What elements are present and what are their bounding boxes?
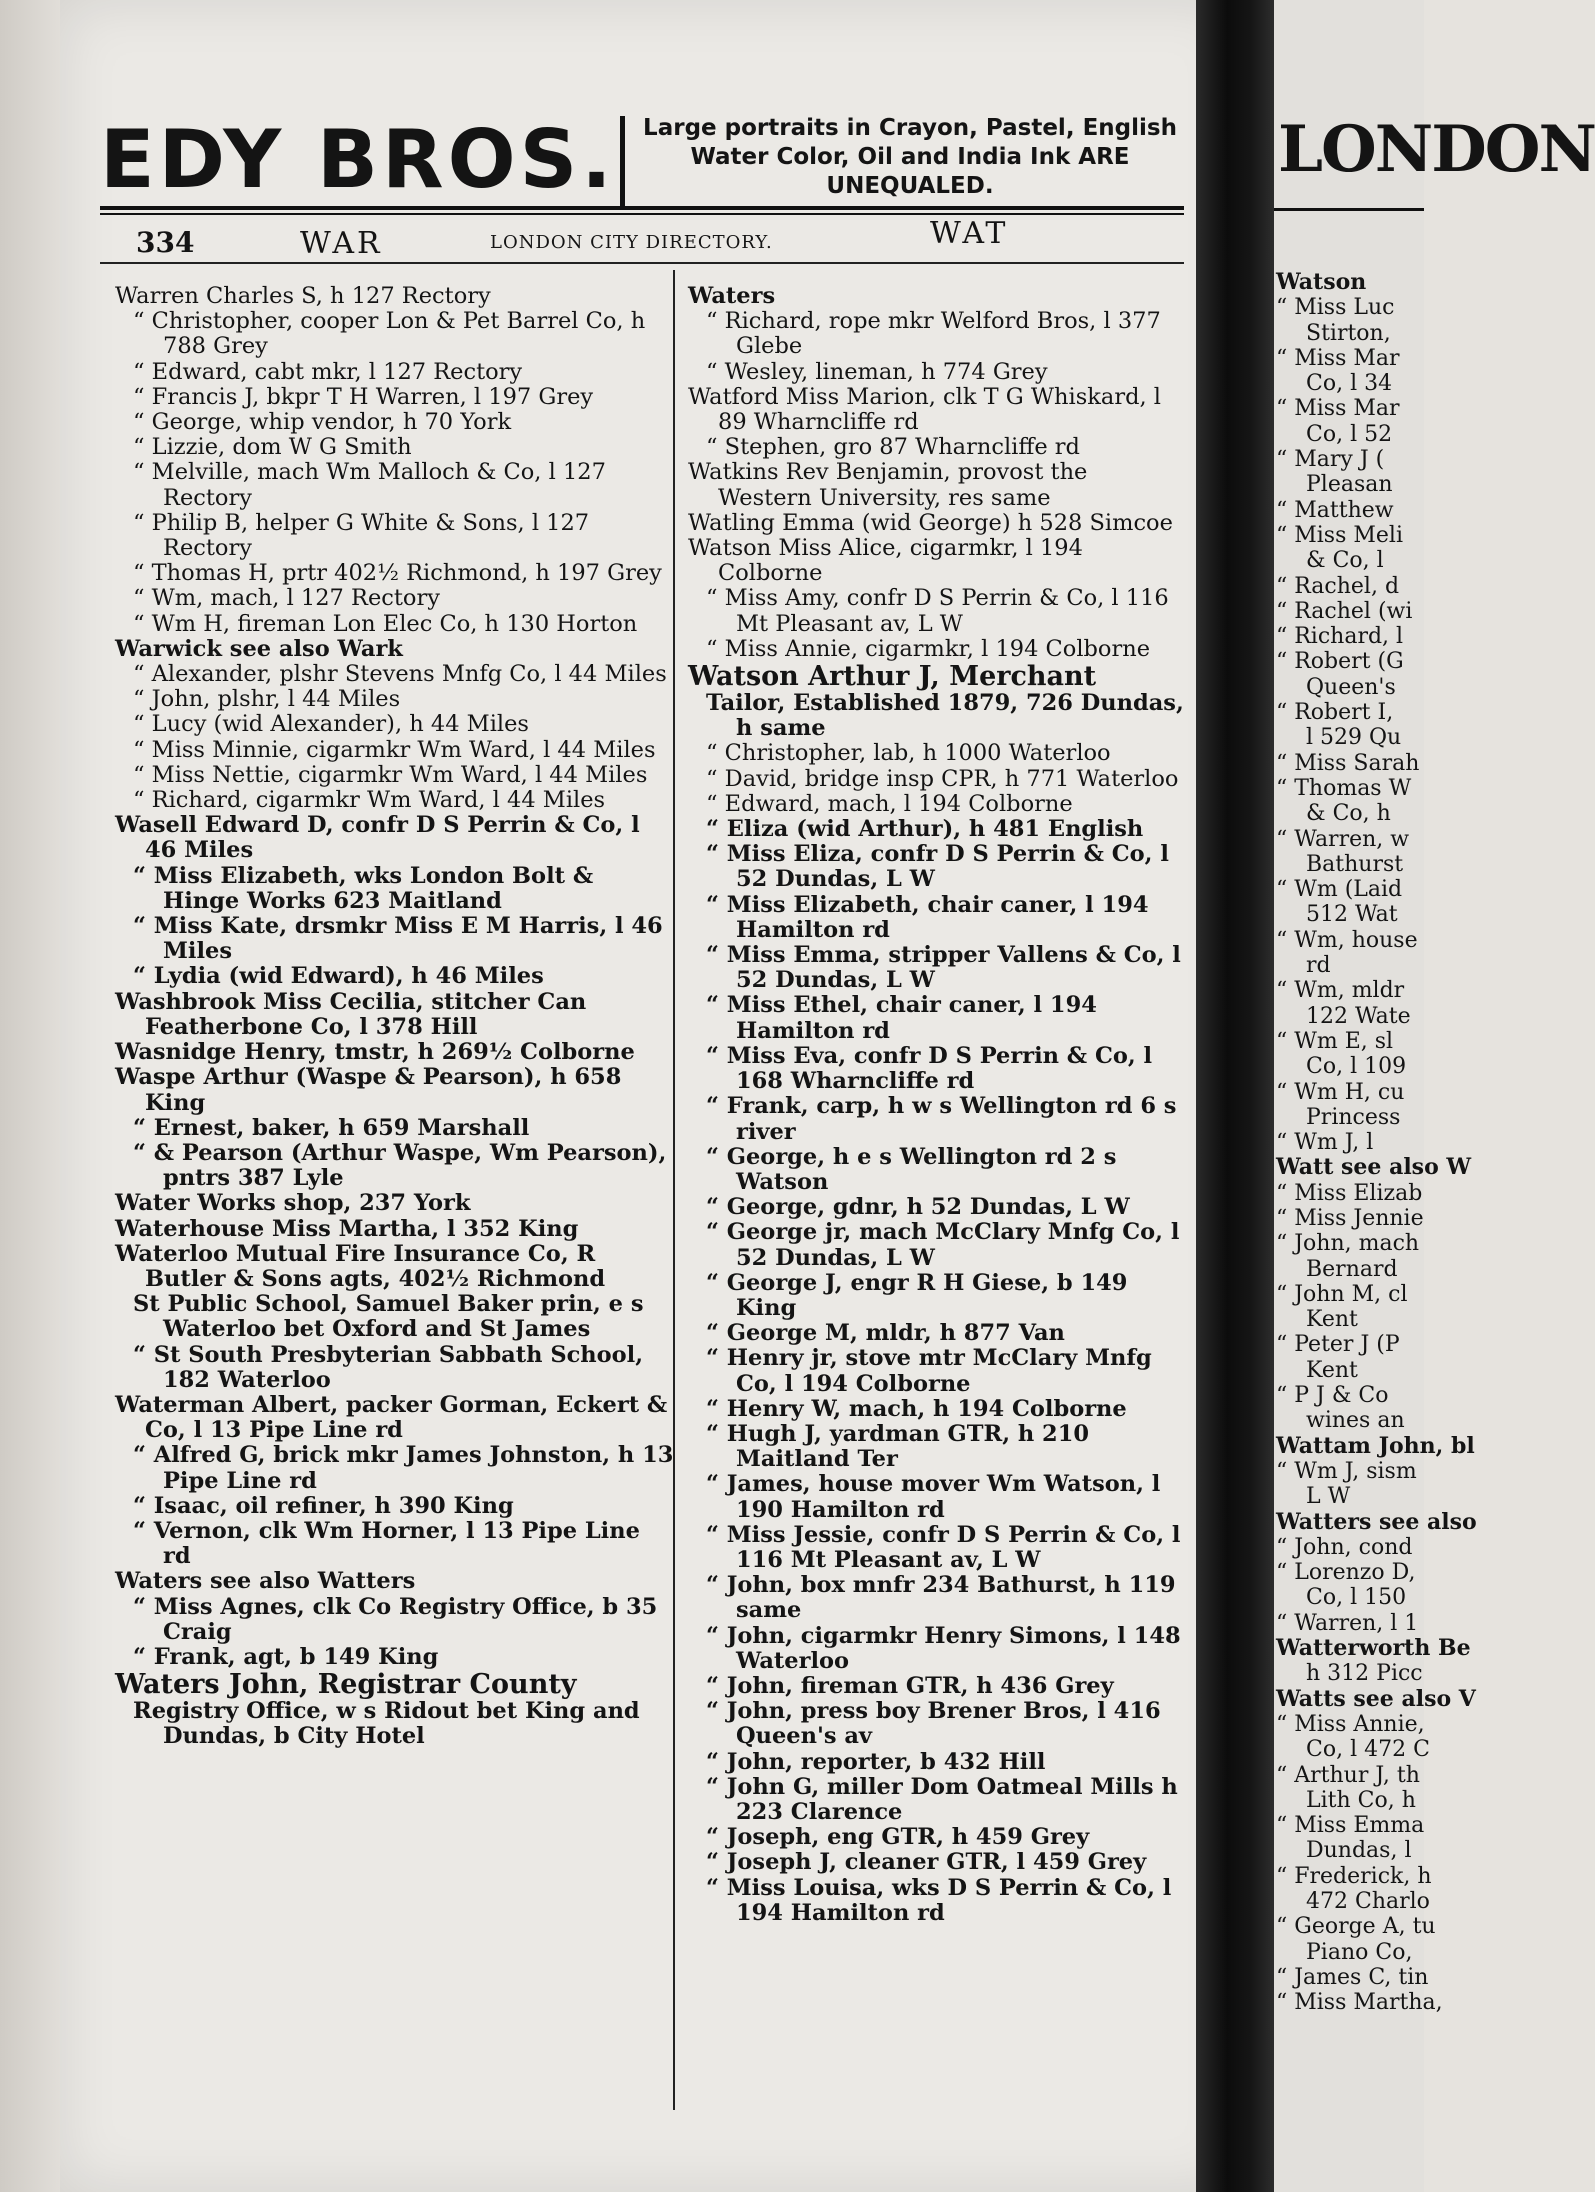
directory-entry: “ Miss Eva, confr D S Perrin & Co, l 168 Wharncliffe rd — [706, 1042, 1153, 1095]
directory-entry: “ Miss Minnie, cigarmkr Wm Ward, l 44 Miles — [133, 736, 656, 763]
directory-entry: “ Wm, mach, l 127 Rectory — [133, 585, 440, 612]
adjacent-entry: “ Thomas W — [1276, 775, 1412, 801]
adjacent-entry: Co, l 150 — [1306, 1585, 1407, 1611]
guide-word-left: WAR — [300, 226, 383, 261]
directory-entry: Warren Charles S, h 127 Rectory — [115, 283, 491, 309]
adjacent-entry: “ Warren, w — [1276, 826, 1410, 852]
right-column — [688, 284, 1188, 1926]
adjacent-entry: “ Miss Mar — [1276, 345, 1400, 371]
book-gutter — [1196, 0, 1274, 2192]
adjacent-entry: h 312 Picc — [1306, 1661, 1423, 1687]
directory-entry: “ Frank, carp, h w s Wellington rd 6 s river — [706, 1093, 1177, 1145]
adjacent-entry: “ Miss Elizab — [1276, 1180, 1423, 1206]
adjacent-entry: “ Wm J, l — [1276, 1130, 1374, 1156]
directory-entry: “ Richard, rope mkr Welford Bros, l 377 Glebe — [706, 308, 1161, 360]
directory-entry: “ Hugh J, yardman GTR, h 210 Maitland Ter — [706, 1420, 1090, 1473]
adjacent-entry: Lith Co, h — [1306, 1787, 1416, 1813]
adjacent-entry: “ Lorenzo D, — [1276, 1560, 1416, 1586]
adjacent-entry: “ Miss Martha, — [1276, 1990, 1443, 2016]
adjacent-entry: wines an — [1306, 1408, 1405, 1434]
adjacent-entry: L W — [1306, 1484, 1351, 1510]
directory-entry: “ Miss Kate, drsmkr Miss E M Harris, l 46 Miles — [133, 913, 663, 965]
adjacent-entry: “ John, mach — [1276, 1231, 1420, 1257]
directory-entry: “ Miss Annie, cigarmkr, l 194 Colborne — [706, 635, 1151, 662]
directory-entry: “ St South Presbyterian Sabbath School, 182 Waterloo — [133, 1341, 644, 1393]
adjacent-entry: “ John M, cl — [1276, 1281, 1408, 1307]
directory-entry: “ George, whip vendor, h 70 York — [133, 409, 512, 436]
adjacent-entry: Bernard — [1306, 1256, 1398, 1282]
adjacent-entry: “ Wm J, sism — [1276, 1458, 1417, 1484]
directory-entry: “ Melville, mach Wm Malloch & Co, l 127 Rectory — [133, 459, 606, 511]
directory-entry: “ John, reporter, b 432 Hill — [706, 1748, 1046, 1775]
directory-entry: “ John, box mnfr 234 Bathurst, h 119 same — [706, 1572, 1176, 1624]
adjacent-entry: “ Frederick, h — [1276, 1863, 1432, 1889]
adjacent-entry: “ James C, tin — [1276, 1964, 1429, 1990]
running-title: LONDON CITY DIRECTORY. — [490, 232, 773, 253]
directory-entry: “ Thomas H, prtr 402½ Richmond, h 197 Grey — [133, 560, 662, 587]
adjacent-entry: “ Miss Luc — [1276, 295, 1395, 321]
directory-entry: Wasell Edward D, confr D S Perrin & Co, l 46 Miles — [115, 812, 640, 864]
adjacent-entry: Co, l 472 C — [1306, 1737, 1430, 1763]
directory-entry: “ Miss Amy, confr D S Perrin & Co, l 116 Mt Pleasant av, L W — [706, 585, 1169, 637]
adjacent-entry: “ Arthur J, th — [1276, 1762, 1420, 1788]
adjacent-page-title: LONDON — [1278, 112, 1595, 187]
directory-entry: “ Philip B, helper G White & Sons, l 127 Rectory — [133, 509, 590, 562]
directory-entry: Wasnidge Henry, tmstr, h 269½ Colborne — [115, 1039, 635, 1066]
adjacent-entry: Stirton, — [1306, 320, 1391, 346]
directory-entry: “ George jr, mach McClary Mnfg Co, l 52 Dundas, L W — [706, 1219, 1180, 1271]
adjacent-entry: Co, l 34 — [1306, 371, 1393, 397]
adjacent-page — [1274, 0, 1595, 2192]
directory-entry: “ Edward, mach, l 194 Colborne — [706, 790, 1073, 817]
directory-entry: “ Alfred G, brick mkr James Johnston, h 13 Pipe Line rd — [133, 1442, 674, 1494]
adjacent-entry: “ Miss Meli — [1276, 522, 1403, 548]
adjacent-entry: Dundas, l — [1306, 1838, 1412, 1864]
adjacent-entry: “ Miss Mar — [1276, 396, 1400, 422]
directory-entry: “ George M, mldr, h 877 Van — [706, 1320, 1065, 1347]
directory-entry: “ Joseph J, cleaner GTR, l 459 Grey — [706, 1849, 1147, 1876]
adjacent-entry: “ Miss Jennie — [1276, 1205, 1424, 1231]
adjacent-entry: Piano Co, — [1306, 1939, 1413, 1965]
guide-word-right: WAT — [930, 216, 1009, 251]
adjacent-entry: 472 Charlo — [1306, 1889, 1430, 1914]
directory-entry: “ John, press boy Brener Bros, l 416 Queen's av — [706, 1698, 1161, 1750]
header-rule-thin — [100, 213, 1184, 215]
directory-entry: Registry Office, w s Ridout bet King and Dundas, b City Hotel — [133, 1698, 640, 1750]
directory-entry: Waters see also Watters — [115, 1568, 416, 1595]
directory-entry: “ Wesley, lineman, h 774 Grey — [706, 358, 1048, 385]
adjacent-entry: “ George A, tu — [1276, 1914, 1436, 1940]
directory-entry: “ Frank, agt, b 149 King — [133, 1643, 439, 1670]
adjacent-entry: 512 Wat — [1306, 902, 1398, 928]
advertisement-divider — [620, 116, 625, 206]
adjacent-entry: Bathurst — [1306, 851, 1404, 877]
directory-entry: “ Miss Nettie, cigarmkr Wm Ward, l 44 Miles — [133, 761, 648, 788]
adjacent-entry: Watt see also W — [1276, 1154, 1472, 1181]
adjacent-entry: “ Peter J (P — [1276, 1332, 1400, 1358]
directory-entry: “ James, house mover Wm Watson, l 190 Hamilton rd — [706, 1471, 1161, 1523]
directory-entry: “ Alexander, plshr Stevens Mnfg Co, l 44 Miles — [133, 661, 667, 688]
directory-entry: “ Joseph, eng GTR, h 459 Grey — [706, 1824, 1090, 1851]
directory-entry: Waters John, Registrar County — [115, 1669, 577, 1701]
advertisement-tagline: Large portraits in Crayon, Pastel, English Water Color, Oil and India Ink ARE UNEQUALED. — [643, 115, 1177, 199]
directory-entry: “ David, bridge insp CPR, h 771 Waterloo — [706, 765, 1179, 792]
adjacent-entry: “ Mary J ( — [1276, 447, 1385, 473]
directory-entry: “ John, cigarmkr Henry Simons, l 148 Waterloo — [706, 1622, 1181, 1674]
directory-entry: “ John, plshr, l 44 Miles — [133, 686, 401, 713]
adjacent-entry: “ Wm, mldr — [1276, 978, 1405, 1004]
adjacent-entry: Co, l 109 — [1306, 1054, 1407, 1080]
directory-entry: Waspe Arthur (Waspe & Pearson), h 658 King — [115, 1064, 622, 1116]
adjacent-entry: Kent — [1306, 1357, 1358, 1383]
directory-entry: Warwick see also Wark — [115, 635, 403, 662]
directory-entry: Waterhouse Miss Martha, l 352 King — [115, 1215, 579, 1242]
directory-entry: “ Henry W, mach, h 194 Colborne — [706, 1395, 1127, 1422]
adjacent-entry: “ Miss Annie, — [1276, 1711, 1425, 1737]
adjacent-entry: l 529 Qu — [1306, 725, 1402, 751]
adjacent-entry: “ Miss Sarah — [1276, 750, 1420, 776]
left-column — [115, 284, 675, 1750]
adjacent-entry: Co, l 52 — [1306, 421, 1393, 447]
directory-entry: Waterman Albert, packer Gorman, Eckert & Co, l 13 Pipe Line rd — [115, 1391, 668, 1444]
directory-entry: “ Edward, cabt mkr, l 127 Rectory — [133, 358, 523, 385]
directory-entry: “ George, h e s Wellington rd 2 s Watson — [706, 1143, 1117, 1195]
directory-entry: Watson Arthur J, Merchant — [688, 661, 1097, 693]
adjacent-page-rule — [1274, 208, 1424, 211]
directory-entry: “ Miss Jessie, confr D S Perrin & Co, l 116 Mt Pleasant av, L W — [706, 1521, 1181, 1573]
adjacent-entry: rd — [1306, 953, 1331, 979]
directory-entry: Watford Miss Marion, clk T G Whiskard, l 89 Wharncliffe rd — [688, 383, 1161, 436]
directory-entry: “ Richard, cigarmkr Wm Ward, l 44 Miles — [133, 787, 606, 814]
directory-entry: “ George, gdnr, h 52 Dundas, L W — [706, 1194, 1130, 1221]
directory-entry: “ Henry jr, stove mtr McClary Mnfg Co, l 194 Colborne — [706, 1345, 1152, 1397]
adjacent-entry: Watts see also V — [1276, 1685, 1476, 1712]
adjacent-entry: “ Robert (G — [1276, 649, 1404, 675]
adjacent-entry: Watterworth Be — [1276, 1635, 1471, 1662]
header-underline — [100, 262, 1184, 264]
adjacent-entry: Watters see also — [1276, 1508, 1477, 1535]
directory-entry: “ Miss Louisa, wks D S Perrin & Co, l 194 Hamilton rd — [706, 1874, 1172, 1926]
directory-entry: Tailor, Established 1879, 726 Dundas, h same — [706, 690, 1184, 742]
directory-entry: “ Miss Emma, stripper Vallens & Co, l 52 Dundas, L W — [706, 942, 1181, 994]
header-rule — [100, 206, 1184, 210]
directory-entry: “ Miss Elizabeth, wks London Bolt & Hinge Works 623 Maitland — [133, 862, 594, 914]
advertiser-name: EDY BROS. — [100, 113, 616, 206]
directory-entry: “ Miss Ethel, chair caner, l 194 Hamilton rd — [706, 992, 1097, 1044]
adjacent-entry: Princess — [1306, 1104, 1401, 1130]
adjacent-entry: & Co, l — [1306, 548, 1384, 574]
directory-entry: “ Wm H, fireman Lon Elec Co, h 130 Horton — [133, 610, 638, 637]
adjacent-entry: “ Warren, l 1 — [1276, 1610, 1419, 1636]
adjacent-entry: “ Rachel, d — [1276, 573, 1400, 599]
directory-entry: “ John G, miller Dom Oatmeal Mills h 223 Clarence — [706, 1773, 1178, 1825]
directory-entry: “ Christopher, lab, h 1000 Waterloo — [706, 740, 1111, 767]
adjacent-entry: Queen's — [1306, 674, 1396, 700]
directory-entry: Waters — [688, 283, 776, 309]
directory-entry: Watkins Rev Benjamin, provost the Western University, res same — [688, 459, 1088, 511]
directory-entry: “ Miss Agnes, clk Co Registry Office, b 35 Craig — [133, 1593, 658, 1645]
adjacent-entry: & Co, h — [1306, 801, 1391, 827]
directory-entry: “ Lucy (wid Alexander), h 44 Miles — [133, 711, 529, 738]
directory-entry: Washbrook Miss Cecilia, stitcher Can Featherbone Co, l 378 Hill — [115, 988, 587, 1040]
directory-entry: “ Vernon, clk Wm Horner, l 13 Pipe Line rd — [133, 1517, 640, 1570]
directory-entry: Watson Miss Alice, cigarmkr, l 194 Colborne — [688, 535, 1083, 587]
adjacent-entry: “ Wm E, sl — [1276, 1028, 1394, 1054]
adjacent-entry: “ John, cond — [1276, 1534, 1413, 1560]
adjacent-entry: “ Rachel (wi — [1276, 598, 1413, 624]
directory-entry: “ Ernest, baker, h 659 Marshall — [133, 1114, 530, 1141]
adjacent-entry: Watson — [1276, 269, 1367, 295]
directory-entry: “ Isaac, oil refiner, h 390 King — [133, 1492, 514, 1519]
adjacent-entry: “ Wm (Laid — [1276, 877, 1403, 903]
page-number: 334 — [136, 226, 195, 259]
adjacent-entry: “ Robert I, — [1276, 700, 1394, 726]
directory-entry: “ Lydia (wid Edward), h 46 Miles — [133, 963, 544, 990]
directory-entry: “ John, fireman GTR, h 436 Grey — [706, 1672, 1114, 1699]
adjacent-entry: Wattam John, bl — [1276, 1432, 1475, 1459]
directory-entry: Watling Emma (wid George) h 528 Simcoe — [688, 509, 1173, 536]
directory-entry: “ Miss Elizabeth, chair caner, l 194 Hamilton rd — [706, 891, 1149, 943]
directory-entry: “ Miss Eliza, confr D S Perrin & Co, l 52 Dundas, L W — [706, 841, 1169, 893]
directory-entry: “ Eliza (wid Arthur), h 481 English — [706, 816, 1144, 843]
adjacent-entry: “ P J & Co — [1276, 1383, 1389, 1409]
page-header — [100, 216, 1184, 262]
directory-entry: “ & Pearson (Arthur Waspe, Wm Pearson), pntrs 387 Lyle — [133, 1139, 667, 1192]
directory-entry: St Public School, Samuel Baker prin, e s Waterloo bet Oxford and St James — [133, 1291, 644, 1343]
adjacent-entry: “ Miss Emma — [1276, 1813, 1425, 1839]
directory-entry: “ Francis J, bkpr T H Warren, l 197 Grey — [133, 383, 594, 410]
adjacent-entry: Kent — [1306, 1307, 1358, 1333]
directory-entry: Water Works shop, 237 York — [115, 1190, 471, 1217]
adjacent-entry: 122 Wate — [1306, 1003, 1411, 1029]
adjacent-entry: “ Richard, l — [1276, 624, 1404, 650]
adjacent-entry: “ Wm H, cu — [1276, 1079, 1405, 1105]
adjacent-entry: “ Wm, house — [1276, 927, 1418, 953]
advertisement-banner — [100, 110, 1180, 210]
directory-entry: “ Christopher, cooper Lon & Pet Barrel Co, h 788 Grey — [133, 308, 646, 360]
adjacent-entry: “ Matthew — [1276, 497, 1394, 523]
directory-entry: “ George J, engr R H Giese, b 149 King — [706, 1269, 1128, 1321]
adjacent-page-column — [1276, 270, 1576, 2015]
adjacent-entry: Pleasan — [1306, 472, 1393, 498]
directory-entry: “ Stephen, gro 87 Wharncliffe rd — [706, 434, 1080, 461]
directory-entry: “ Lizzie, dom W G Smith — [133, 434, 412, 461]
directory-entry: Waterloo Mutual Fire Insurance Co, R Butler & Sons agts, 402½ Richmond — [115, 1240, 606, 1292]
